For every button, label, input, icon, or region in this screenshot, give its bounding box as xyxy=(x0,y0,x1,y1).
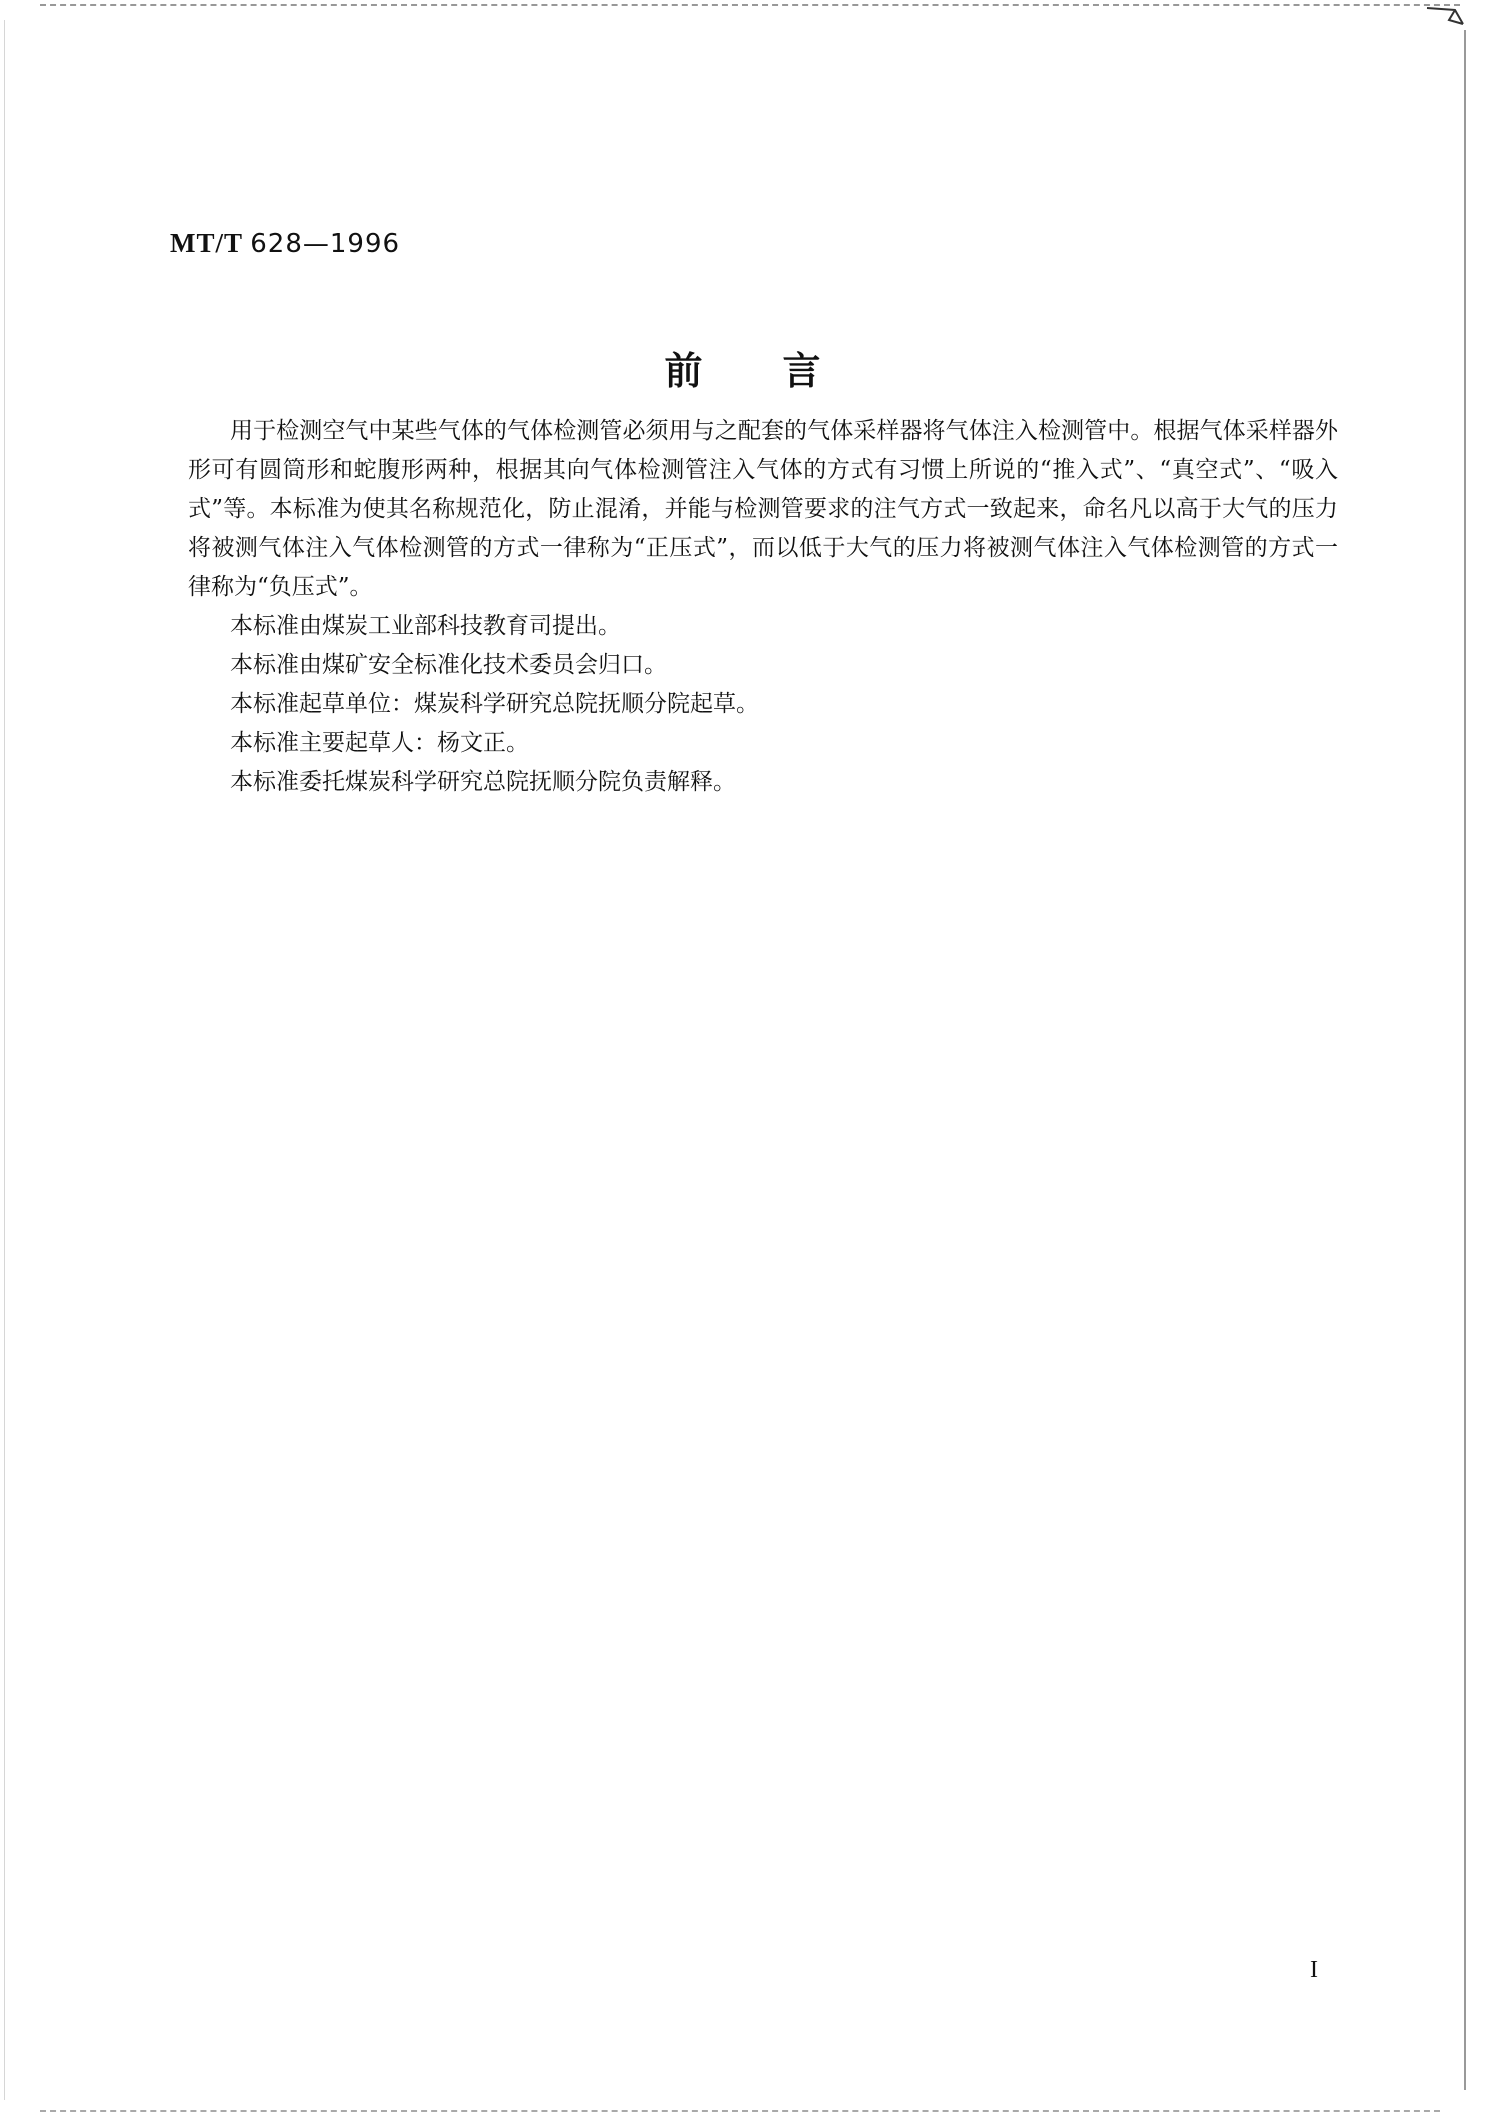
foreword-paragraph: 本标准由煤矿安全标准化技术委员会归口。 xyxy=(230,652,667,678)
page-corner-fold xyxy=(1425,4,1465,40)
foreword-paragraph: 本标准主要起草人：杨文正。 xyxy=(230,730,529,756)
page-number: I xyxy=(1310,1957,1318,1983)
foreword-paragraph: 本标准委托煤炭科学研究总院抚顺分院负责解释。 xyxy=(230,769,736,795)
scan-edge-right xyxy=(1464,30,1466,2090)
scan-edge-bottom xyxy=(40,2110,1440,2112)
scan-edge-top xyxy=(40,4,1460,6)
standard-code xyxy=(170,228,400,259)
foreword-paragraph: 用于检测空气中某些气体的气体检测管必须用与之配套的气体采样器将气体注入检测管中。根据气体采样器外形可有圆筒形和蛇腹形两种，根据其向气体检测管注入气体的方式有习惯上所说的“推入式”、“真空式”、“吸入式”等。本标准为使其名称规范化，防止混淆，并能与检测管要求的注气方式一致起来，命名凡以高于大气的压力将被测气体注入气体检测管的方式一律称为“正压式”，而以低于大气的压力将被测气体注入气体检测管的方式一律称为“负压式”。 xyxy=(188,418,1338,600)
standard-code-prefix: MT/T xyxy=(170,228,243,258)
standard-code-number: 628—1996 xyxy=(250,229,401,259)
foreword-body xyxy=(188,412,1338,802)
scan-edge-left xyxy=(4,20,5,2100)
foreword-paragraph: 本标准由煤炭工业部科技教育司提出。 xyxy=(230,613,621,639)
foreword-paragraph: 本标准起草单位：煤炭科学研究总院抚顺分院起草。 xyxy=(230,691,759,717)
section-title: 前言 xyxy=(664,349,901,393)
